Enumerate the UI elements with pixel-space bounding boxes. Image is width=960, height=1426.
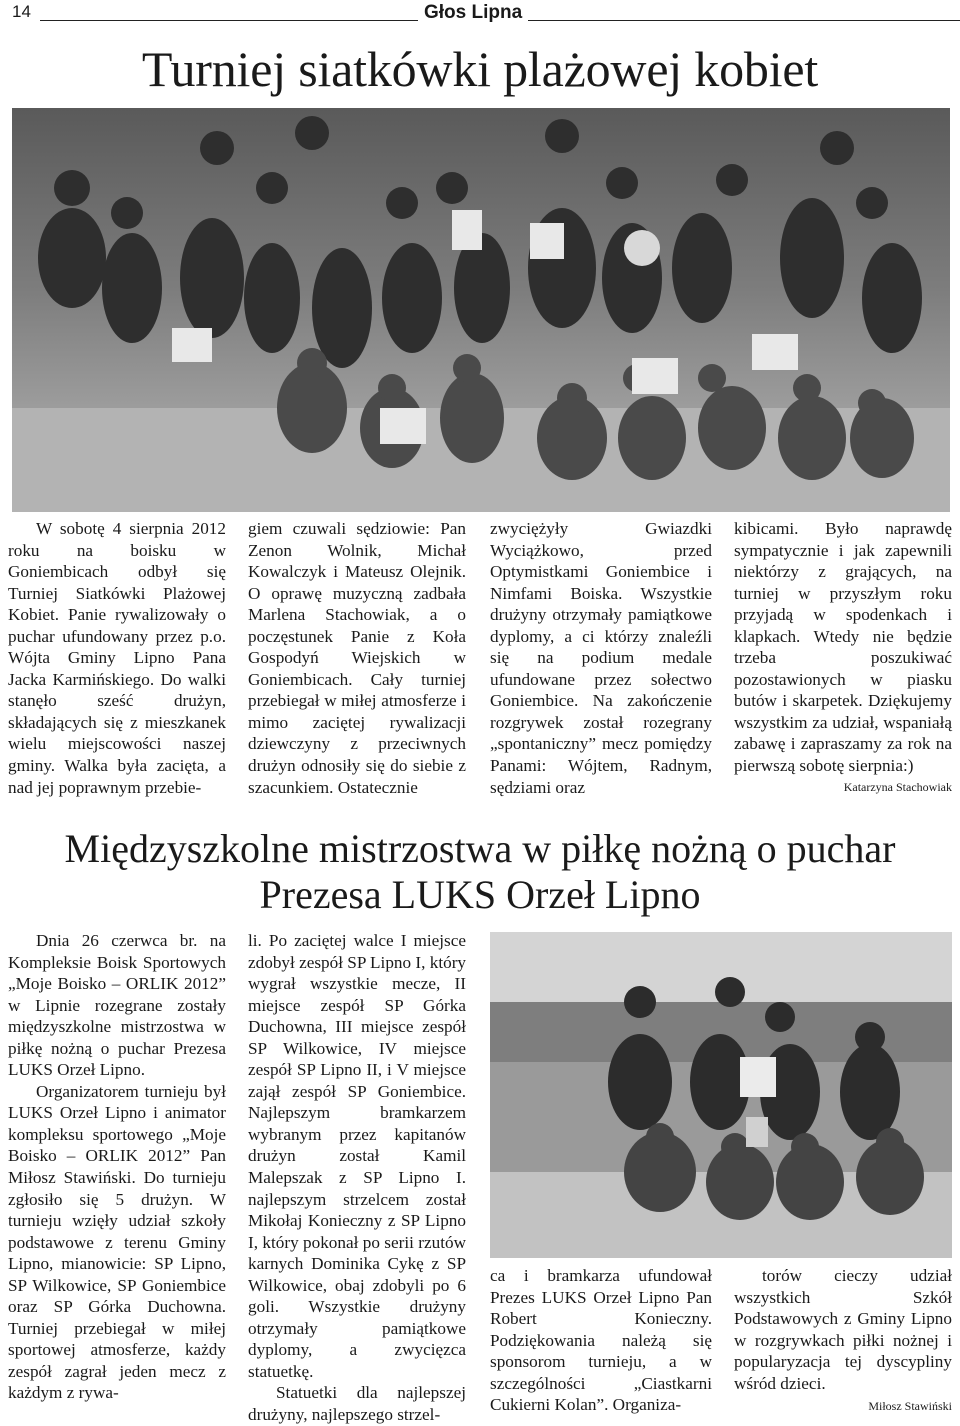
page-number: 14 [12,2,31,21]
newspaper-title: Głos Lipna [418,2,528,24]
article1-text-4: kibicami. Było naprawdę sympatycznie i jak zapewnili niektórzy z grających, na turniej w przyszłym roku przyjadą w spodenkach i klapkach. Wtedy nie będzie trzeba poszukiwać pozostawionych w piasku butów i skarpetek. Dziękujemy wszystkim za udział, wspaniałą zabawę i zapraszamy za rok na pierwszą sobotę sierpnia:) [734,519,952,776]
article2-title-line2: Prezesa LUKS Orzeł Lipno [259,872,701,917]
article2-title [0,826,960,918]
article2-author: Miłosz Stawiński [868,1399,952,1414]
article2-column-2: li. Po zaciętej walce I miejsce zdobył zespół SP Lipno I, który wygrał wszystkie mecze, II miejsce zespół SP Górka Duchowna, III miejsce zespół SP Wilkowice, IV miejsce zespół SP Lipno II, i V miejsce zajął zespół SP Goniembice. Najlepszym bramkarzem wybranym przez kapitanów drużyn został Kamil Malepszak z SP Lipno I. najlepszym strzelcem został Mikołaj Konieczny z SP Lipno I, który pokonał po serii rzutów karnych Dominika Cykę z SP Wilkowice, obaj zdobyli po 6 goli. Wszystkie drużyny otrzymały pamiątkowe dyplomy, a zwycięzca statuetkę. Statuetki dla najlepszej drużyny, najlepszego strzel- [248,931,467,1425]
article1-column-4 [734,518,952,798]
football-team-photo [490,932,952,1258]
volleyball-team-photo [12,108,950,512]
article1-title: Turniej siatkówki plażowej kobiet [141,41,819,97]
article2-column-3: ca i bramkarza ufundował Prezes LUKS Orzeł Lipno Pan Robert Konieczny. Podziękowania należą się sponsorom turnieju, a w szczególności „Ciastkarni Cukierni Kolan”. Organiza- [490,1266,712,1415]
page-header [0,0,960,24]
article2-title-line1: Międzyszkolne mistrzostwa w piłkę nożną o puchar [64,826,896,871]
article2-column-4: torów cieczy udział wszystkich Szkół Podstawowych z Gminy Lipno w rozgrywkach piłki nożnej i popularyzacja tej dyscypliny wśród dzieci. Miłosz Stawiński [734,1266,952,1414]
article1-column-3: zwyciężyły Gwiazdki Wyciążkowo, przed Optymistkami Goniembice i Nimfami Boiska. Wszystkie drużyny otrzymały pamiątkowe dyplomy, a ci którzy znaleźli się na podium medale ufundowane przez sołectwo Goniembice. Na zakończenie rozgrywek został rozegrany „spontaniczny” mecz pomiędzy Panami: Wójtem, Radnym, sędziami oraz [490,519,712,797]
article1-author: Katarzyna Stachowiak [843,779,952,794]
article2-column-1: Dnia 26 czerwca br. na Kompleksie Boisk Sportowych „Moje Boisko – ORLIK 2012” w Lipnie rozegrane zostały międzyszkolne mistrzostwa w piłkę nożną o puchar Prezesa LUKS Orzeł Lipno. Organizatorem turnieju był LUKS Orzeł Lipno i animator kompleksu sportowego „Moje Boisko – ORLIK 2012” Pan Miłosz Stawiński. Do turnieju zgłosiło się 5 drużyn. W turnieju wzięły udział szkoły podstawowe z terenu Gminy Lipno, mianowicie: SP Lipno, SP Wilkowice, SP Goniembice oraz SP Górka Duchowna. Turniej przebiegał w miłej sportowej atmosferze, każdy zespół zagrał jeden mecz z każdym z rywa- [8,931,226,1403]
article1-column-2: giem czuwali sędziowie: Pan Zenon Wolnik, Michał Kowalczyk i Mateusz Olejnik. O oprawę muzyczną zadbała Marlena Stachowiak, a o poczęstunek Panie z Koła Gospodyń Wiejskich w Goniembicach. Cały turniej przebiegał w miłej atmosferze i mimo zaciętej rywalizacji dziewczyny z przeciwnych drużyn odnosiły się do siebie z szacunkiem. Ostatecznie [248,519,466,797]
article1-column-1: W sobotę 4 sierpnia 2012 roku na boisku w Goniembicach odbył się Turniej Siatkówki Plażowej Kobiet. Panie rywalizowały o puchar ufundowany przez p.o. Wójta Gminy Lipno Pana Jacka Karmińskiego. Do walki stanęło sześć drużyn, składających się z mieszkanek wielu miejscowości naszej gminy. Walka była zacięta, a nad jej poprawnym przebie- [8,519,226,797]
